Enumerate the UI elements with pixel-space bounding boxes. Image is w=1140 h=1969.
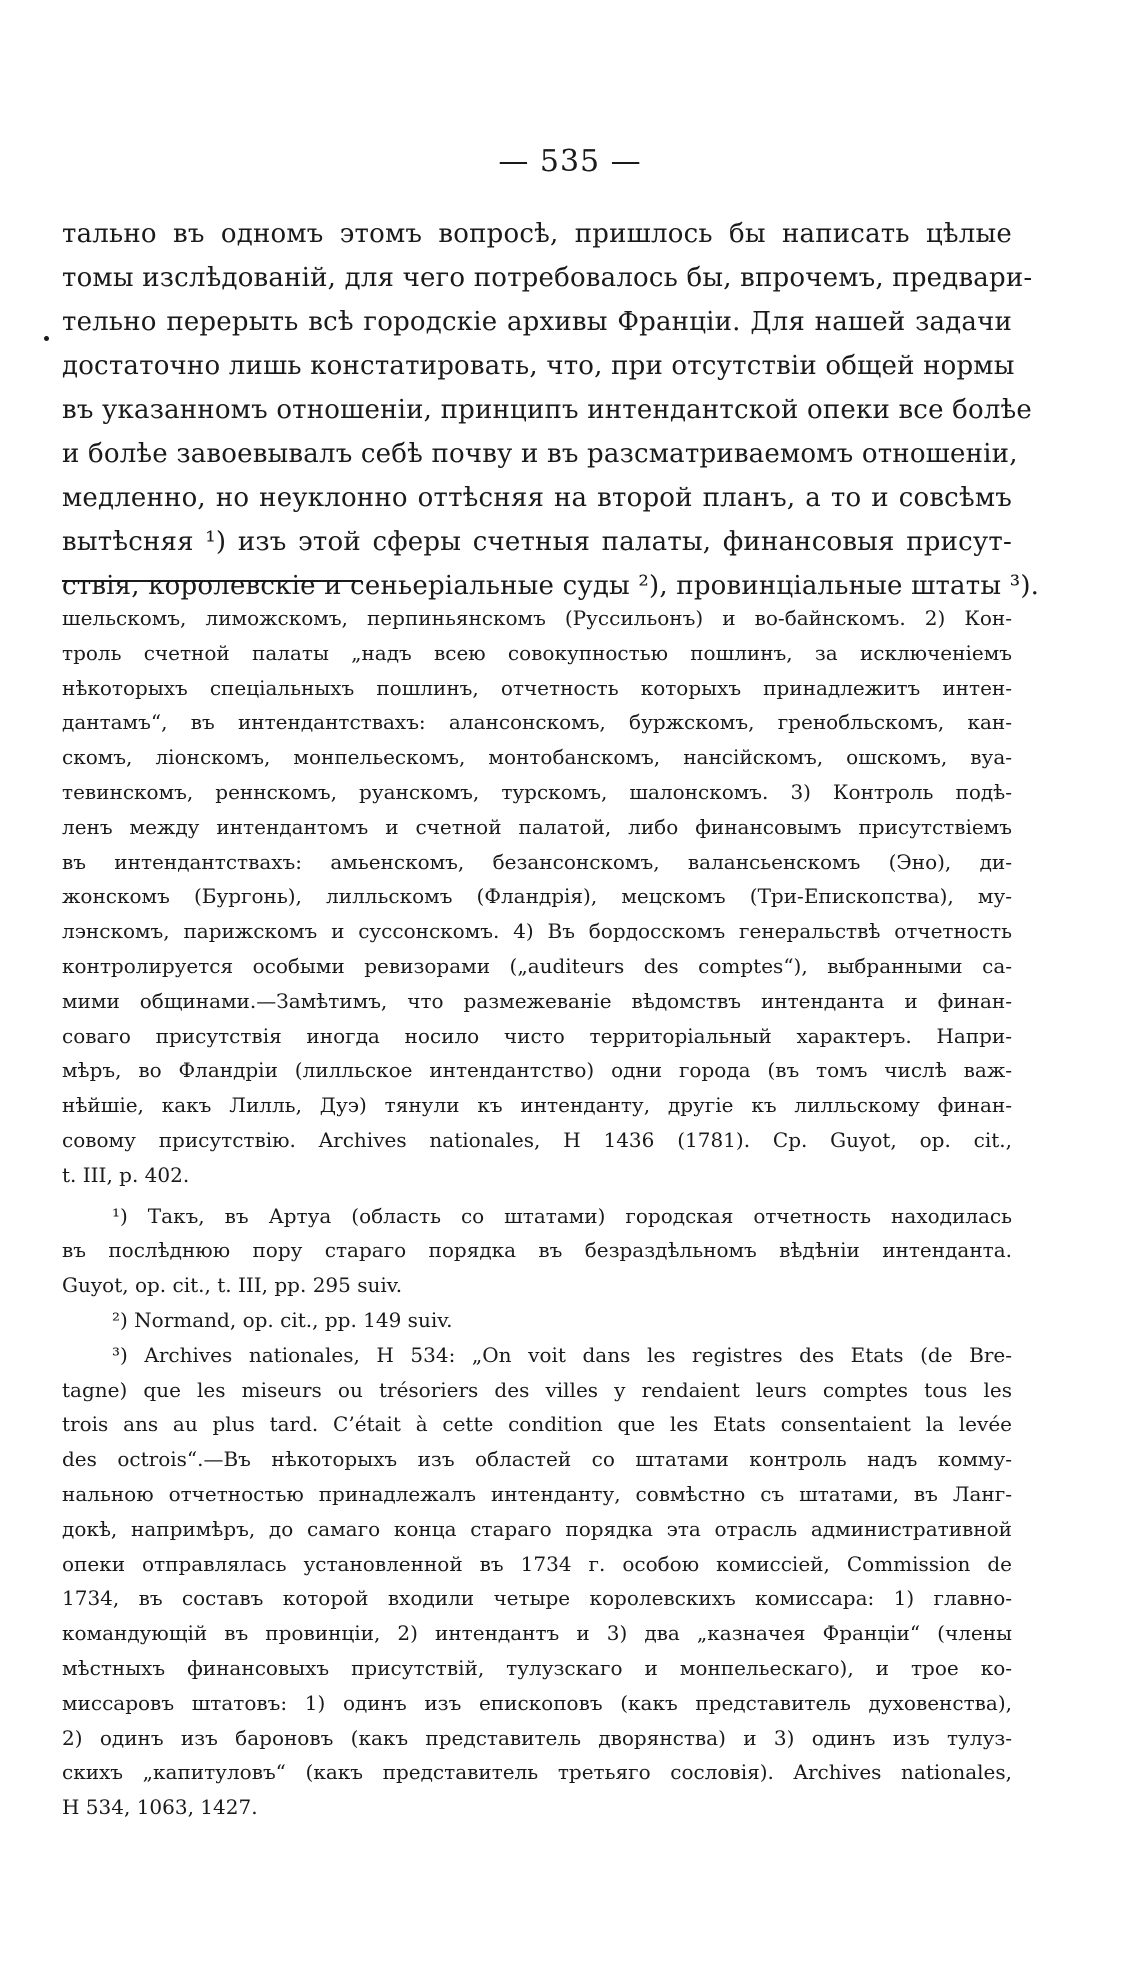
footnote-line: ²) Normand, op. cit., pp. 149 suiv. [112,1307,453,1332]
footnote-line: дантамъ“, въ интендантствахъ: алансонскомъ, буржскомъ, гренобльскомъ, кан- [62,710,1012,735]
footnote-line: миссаровъ штатовъ: 1) одинъ изъ епископовъ (какъ представитель духовенства), [62,1690,1012,1715]
footnote-line: въ интендантствахъ: амьенскомъ, безансонскомъ, валансьенскомъ (Эно), ди- [62,849,1012,874]
footnote-line: соваго присутствія иногда носило чисто территоріальный характеръ. Напри- [62,1023,1012,1048]
main-text-line: вытѣсняя ¹) изъ этой сферы счетныя палаты, финансовыя присут- [62,527,1012,557]
footnote-line: троль счетной палаты „надъ всею совокупностью пошлинъ, за исключеніемъ [62,640,1012,665]
main-text-line: достаточно лишь констатировать, что, при отсутствіи общей нормы [62,351,1015,381]
footnote-line: мѣстныхъ финансовыхъ присутствій, тулузскаго и монпельескаго), и трое ко- [62,1655,1012,1680]
footnote-2 [62,1303,1012,1338]
footnote-line: скомъ, ліонскомъ, монпельескомъ, монтобанскомъ, нансійскомъ, ошскомъ, вуа- [62,745,1012,770]
main-text [62,212,1040,608]
footnote-line: des octrois“.—Въ нѣкоторыхъ изъ областей со штатами контроль надъ комму- [62,1447,1012,1472]
footnote-line: ¹) Такъ, въ Артуа (область со штатами) городская отчетность находилась [112,1203,1012,1228]
main-text-line: медленно, но неуклонно оттѣсняя на второй планъ, а то и совсѣмъ [62,483,1012,513]
footnote-line: скихъ „капитуловъ“ (какъ представитель третьяго сословія). Archives nationales, [62,1760,1012,1785]
footnote-line: докѣ, напримѣръ, до самаго конца стараго порядка эта отрасль административной [62,1516,1012,1541]
main-text-line: въ указанномъ отношеніи, принципъ интендантской опеки все болѣе [62,395,1033,425]
footnote-divider [62,580,362,582]
footnote-line: совому присутствію. Archives nationales, H 1436 (1781). Ср. Guyot, op. cit., [62,1127,1012,1152]
footnote-line: мими общинами.—Замѣтимъ, что размежеваніе вѣдомствъ интенданта и финан- [62,988,1012,1013]
footnote-line: нѣкоторыхъ спеціальныхъ пошлинъ, отчетность которыхъ принадлежитъ интен- [62,675,1012,700]
main-text-line: ствія, королевскіе и сеньеріальные суды ²), провинціальные штаты ³). [62,571,1040,601]
footnote-1 [62,1199,1012,1303]
main-text-line: томы изслѣдованій, для чего потребовалось бы, впрочемъ, предвари- [62,263,1033,293]
footnote-line: H 534, 1063, 1427. [62,1795,258,1820]
footnote-3 [62,1338,1012,1825]
footnotes [62,601,1012,1825]
footnote-line: нальною отчетностью принадлежалъ интенданту, совмѣстно съ штатами, въ Ланг- [62,1481,1012,1506]
footnote-line: 1734, въ составъ которой входили четыре королевскихъ комиссара: 1) главно- [62,1586,1012,1611]
footnote-line: ленъ между интендантомъ и счетной палатой, либо финансовымъ присутствіемъ [62,814,1012,839]
main-text-line: тельно перерыть всѣ городскіе архивы Франціи. Для нашей задачи [62,307,1012,337]
footnote-line: нѣйшіе, какъ Лилль, Дуэ) тянули къ интенданту, другіе къ лилльскому финан- [62,1093,1012,1118]
footnote-line: tagne) que les miseurs ou trésoriers des villes y rendaient leurs comptes tous les [62,1377,1012,1402]
margin-mark [44,336,49,341]
footnote-line: trois ans au plus tard. C’était à cette condition que les Etats consentaient la levée [62,1412,1012,1437]
footnote-line: лэнскомъ, парижскомъ и суссонскомъ. 4) Въ бордосскомъ генеральствѣ отчетность [62,919,1012,944]
footnote-line: ³) Archives nationales, H 534: „On voit dans les registres des Etats (de Bre- [112,1342,1012,1367]
main-text-line: тально въ одномъ этомъ вопросѣ, пришлось бы написать цѣлые [62,219,1012,249]
footnote-line: контролируется особыми ревизорами („auditeurs des comptes“), выбранными са- [62,953,1012,978]
footnote-line: 2) одинъ изъ бароновъ (какъ представитель дворянства) и 3) одинъ изъ тулуз- [62,1725,1012,1750]
footnote-line: жонскомъ (Бургонь), лилльскомъ (Фландрія), мецскомъ (Три-Епископства), му- [62,884,1012,909]
footnote-line: мѣръ, во Фландріи (лилльское интендантство) одни города (въ томъ числѣ важ- [62,1058,1012,1083]
footnote-line: въ послѣднюю пору стараго порядка въ безраздѣльномъ вѣдѣніи интенданта. [62,1238,1012,1263]
page-number: — 535 — [498,144,642,179]
footnote-line: Guyot, op. cit., t. III, pp. 295 suiv. [62,1273,403,1298]
footnote-line: тевинскомъ, реннскомъ, руанскомъ, турскомъ, шалонскомъ. 3) Контроль подѣ- [62,779,1012,804]
footnote-line: командующій въ провинціи, 2) интендантъ и 3) два „казначея Франціи“ (члены [62,1621,1012,1646]
main-text-line: и болѣе завоевывалъ себѣ почву и въ разсматриваемомъ отношеніи, [62,439,1018,469]
footnote-line: t. III, p. 402. [62,1162,190,1187]
footnote-continuation [62,601,1012,1193]
footnote-line: шельскомъ, лиможскомъ, перпиньянскомъ (Руссильонъ) и во-байнскомъ. 2) Кон- [62,606,1012,630]
footnote-line: опеки отправлялась установленной въ 1734 г. особою комиссіей, Commission de [62,1551,1012,1576]
